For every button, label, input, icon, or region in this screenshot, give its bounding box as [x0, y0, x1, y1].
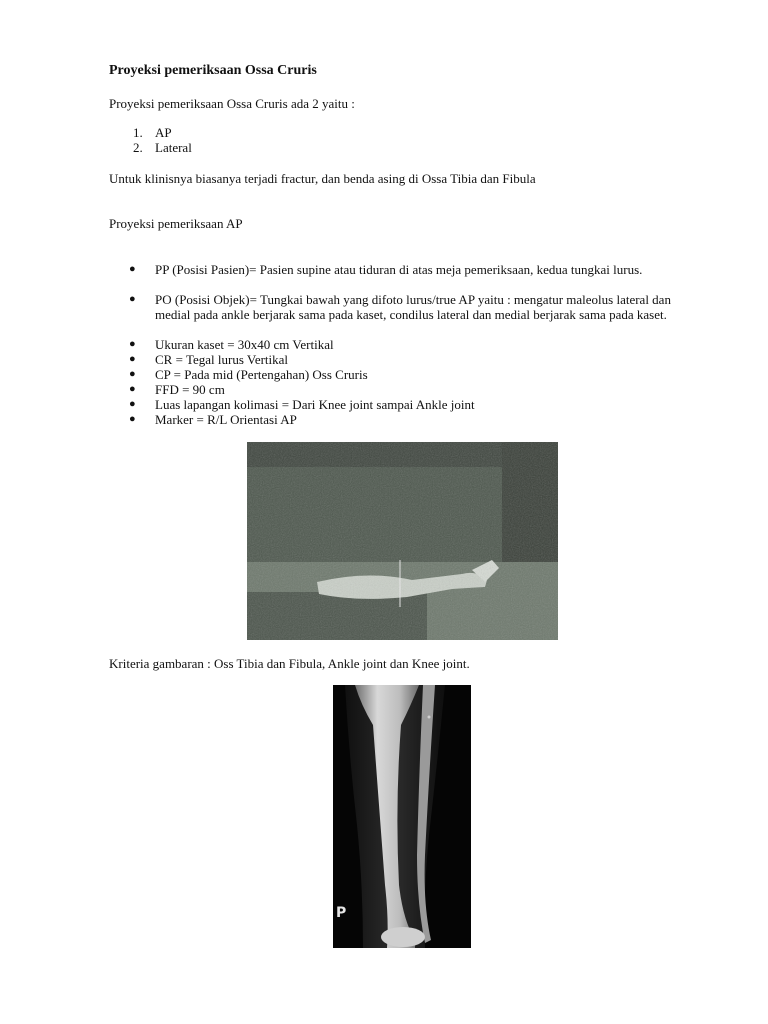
bullet-icon: ●: [129, 353, 136, 365]
list-item-ap: AP: [155, 125, 172, 140]
bullet-icon: ●: [129, 263, 136, 275]
list-number: 2.: [133, 140, 143, 155]
kriteria-paragraph: Kriteria gambaran : Oss Tibia dan Fibula, Ankle joint dan Knee joint.: [109, 656, 470, 671]
bullet-item-po: PO (Posisi Objek)= Tungkai bawah yang difoto lurus/true AP yaitu : mengatur maleolus lateral dan medial pada ankle berjarak sama pada kaset, condilus lateral dan medial berjarak sama pada kaset.: [155, 292, 671, 322]
bullet-item-marker: Marker = R/L Orientasi AP: [155, 412, 297, 427]
list-item-lateral: Lateral: [155, 140, 192, 155]
patient-position-photo: [247, 442, 558, 640]
bullet-icon: ●: [129, 293, 136, 305]
bullet-icon: ●: [129, 398, 136, 410]
bullet-item-kolimasi: Luas lapangan kolimasi = Dari Knee joint sampai Ankle joint: [155, 397, 475, 412]
page-title: Proyeksi pemeriksaan Ossa Cruris: [109, 63, 317, 78]
bullet-icon: ●: [129, 383, 136, 395]
bullet-icon: ●: [129, 338, 136, 350]
bullet-item-cr: CR = Tegal lurus Vertikal: [155, 352, 289, 367]
intro-paragraph: Proyeksi pemeriksaan Ossa Cruris ada 2 yaitu :: [109, 96, 355, 111]
bullet-icon: ●: [129, 413, 136, 425]
bullet-item-ukuran-kaset: Ukuran kaset = 30x40 cm Vertikal: [155, 337, 334, 352]
svg-text:P: P: [336, 905, 347, 921]
clinical-paragraph: Untuk klinisnya biasanya terjadi fractur, dan benda asing di Ossa Tibia dan Fibula: [109, 171, 536, 186]
section-heading-ap: Proyeksi pemeriksaan AP: [109, 216, 243, 231]
bullet-item-cp: CP = Pada mid (Pertengahan) Oss Cruris: [155, 367, 368, 382]
xray-ap-image: [333, 685, 471, 948]
bullet-item-ffd: FFD = 90 cm: [155, 382, 225, 397]
bullet-item-pp: PP (Posisi Pasien)= Pasien supine atau tiduran di atas meja pemeriksaan, kedua tungkai lurus.: [155, 262, 643, 277]
list-number: 1.: [133, 125, 143, 140]
bullet-icon: ●: [129, 368, 136, 380]
